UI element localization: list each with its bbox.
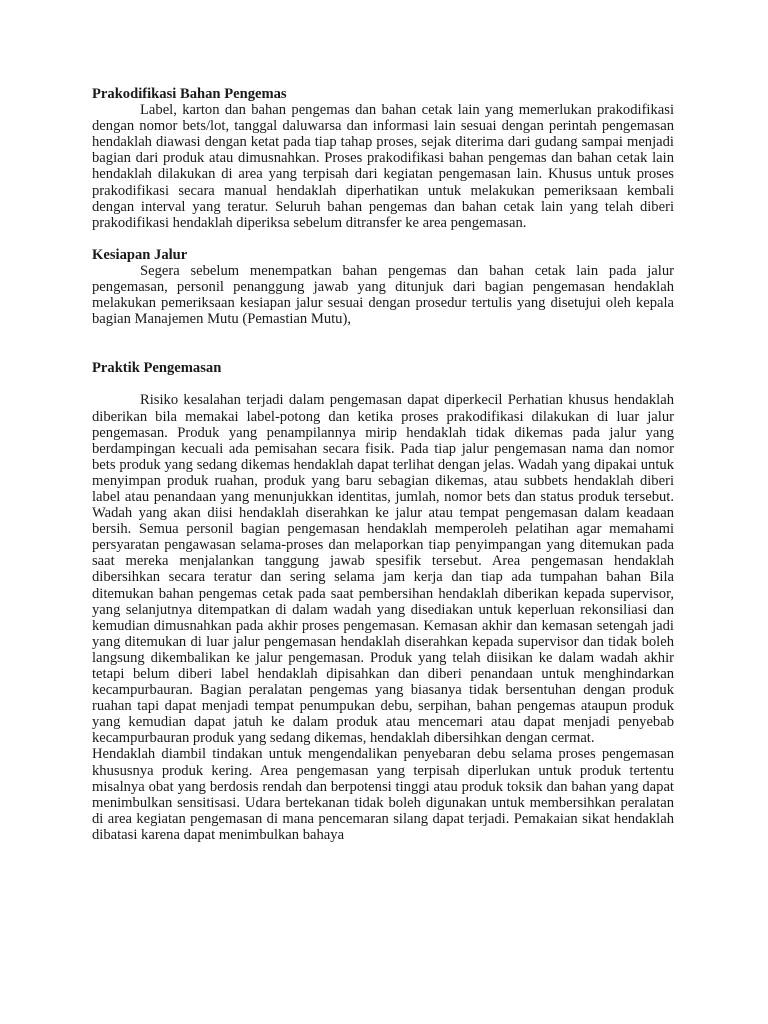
paragraph-spacer: [92, 376, 674, 392]
section-praktik-pengemasan: [92, 360, 674, 843]
paragraph-spacer: [92, 327, 674, 360]
section-paragraph: Label, karton dan bahan pengemas dan bahan cetak lain yang memerlukan prakodifikasi dengan nomor bets/lot, tanggal daluwarsa dan informasi lain sesuai dengan perintah pengemasan hendaklah diawasi dengan ketat pada tiap tahap proses, sejak diterima dari gudang sampai menjadi bagian dari produk atau dimusnahkan. Proses prakodifikasi bahan pengemas dan bahan cetak lain hendaklah dilakukan di area yang terpisah dari kegiatan pengemasan lain. Khusus untuk proses prakodifikasi secara manual hendaklah diperhatikan untuk melakukan pemeriksaan kembali dengan interval yang teratur. Seluruh bahan pengemas dan bahan cetak lain yang telah diberi prakodifikasi hendaklah diperiksa sebelum ditransfer ke area pengemasan.: [92, 102, 674, 231]
section-heading: Prakodifikasi Bahan Pengemas: [92, 86, 287, 102]
paragraph-spacer: [92, 231, 674, 247]
section-prakodifikasi: [92, 86, 674, 231]
section-paragraph: Segera sebelum menempatkan bahan pengemas dan bahan cetak lain pada jalur pengemasan, personil penanggung jawab yang ditunjuk dari bagian pengemasan hendaklah melakukan pemeriksaan kesiapan jalur sesuai dengan prosedur tertulis yang disetujui oleh kepala bagian Manajemen Mutu (Pemastian Mutu),: [92, 262, 674, 328]
section-kesiapan-jalur: [92, 247, 674, 327]
section-heading: Praktik Pengemasan: [92, 360, 222, 377]
section-paragraph: Hendaklah diambil tindakan untuk mengendalikan penyebaran debu selama proses pengemasan khususnya produk kering. Area pengemasan yang terpisah diperlukan untuk produk tertentu misalnya obat yang berdosis rendah dan berpotensi tinggi atau produk toksik dan bahan yang dapat menimbulkan sensitisasi. Udara bertekanan tidak boleh digunakan untuk membersihkan peralatan di area kegiatan pengemasan di mana pencemaran silang dapat terjadi. Pemakaian sikat hendaklah dibatasi karena dapat menimbulkan bahaya: [92, 746, 674, 843]
section-heading: Kesiapan Jalur: [92, 246, 188, 263]
section-paragraph: Risiko kesalahan terjadi dalam pengemasan dapat diperkecil Perhatian khusus hendaklah diberikan bila memakai label-potong dan ketika proses prakodifikasi dilakukan di luar jalur pengemasan. Produk yang penampilannya mirip hendaklah tidak dikemas pada jalur yang berdampingan kecuali ada pemisahan secara fisik. Pada tiap jalur pengemasan nama dan nomor bets produk yang sedang dikemas hendaklah dapat terlihat dengan jelas. Wadah yang dipakai untuk menyimpan produk ruahan, produk yang baru sebagian dikemas, atau subbets hendaklah diberi label atau penandaan yang menunjukkan identitas, jumlah, nomor bets dan status produk tersebut. Wadah yang akan diisi hendaklah diserahkan ke jalur atau tempat pengemasan dalam keadaan bersih. Semua personil bagian pengemasan hendaklah memperoleh pelatihan agar memahami persyaratan pengawasan selama-proses dan melaporkan tiap penyimpangan yang ditemukan pada saat mereka menjalankan tanggung jawab spesifik tersebut. Area pengemasan hendaklah dibersihkan secara teratur dan sering selama jam kerja dan tiap ada tumpahan bahan Bila ditemukan bahan pengemas cetak pada saat pembersihan hendaklah diberikan kepada supervisor, yang selanjutnya ditempatkan di dalam wadah yang disediakan untuk keperluan rekonsiliasi dan kemudian dimusnahkan pada akhir proses pengemasan. Kemasan akhir dan kemasan setengah jadi yang ditemukan di luar jalur pengemasan hendaklah diserahkan kepada supervisor dan tidak boleh langsung dikembalikan ke jalur pengemasan. Produk yang telah diisikan ke dalam wadah akhir tetapi belum diberi label hendaklah dipisahkan dan diberi penandaan untuk menghindarkan kecampurbauran. Bagian peralatan pengemas yang biasanya tidak bersentuhan dengan produk ruahan tapi dapat menjadi tempat penumpukan debu, serpihan, bahan pengemas ataupun produk yang kemudian dapat jatuh ke dalam produk atau mencemari atau dapat menjadi penyebab kecampurbauran produk yang sedang dikemas, hendaklah dibersihkan dengan cermat.: [92, 392, 674, 747]
